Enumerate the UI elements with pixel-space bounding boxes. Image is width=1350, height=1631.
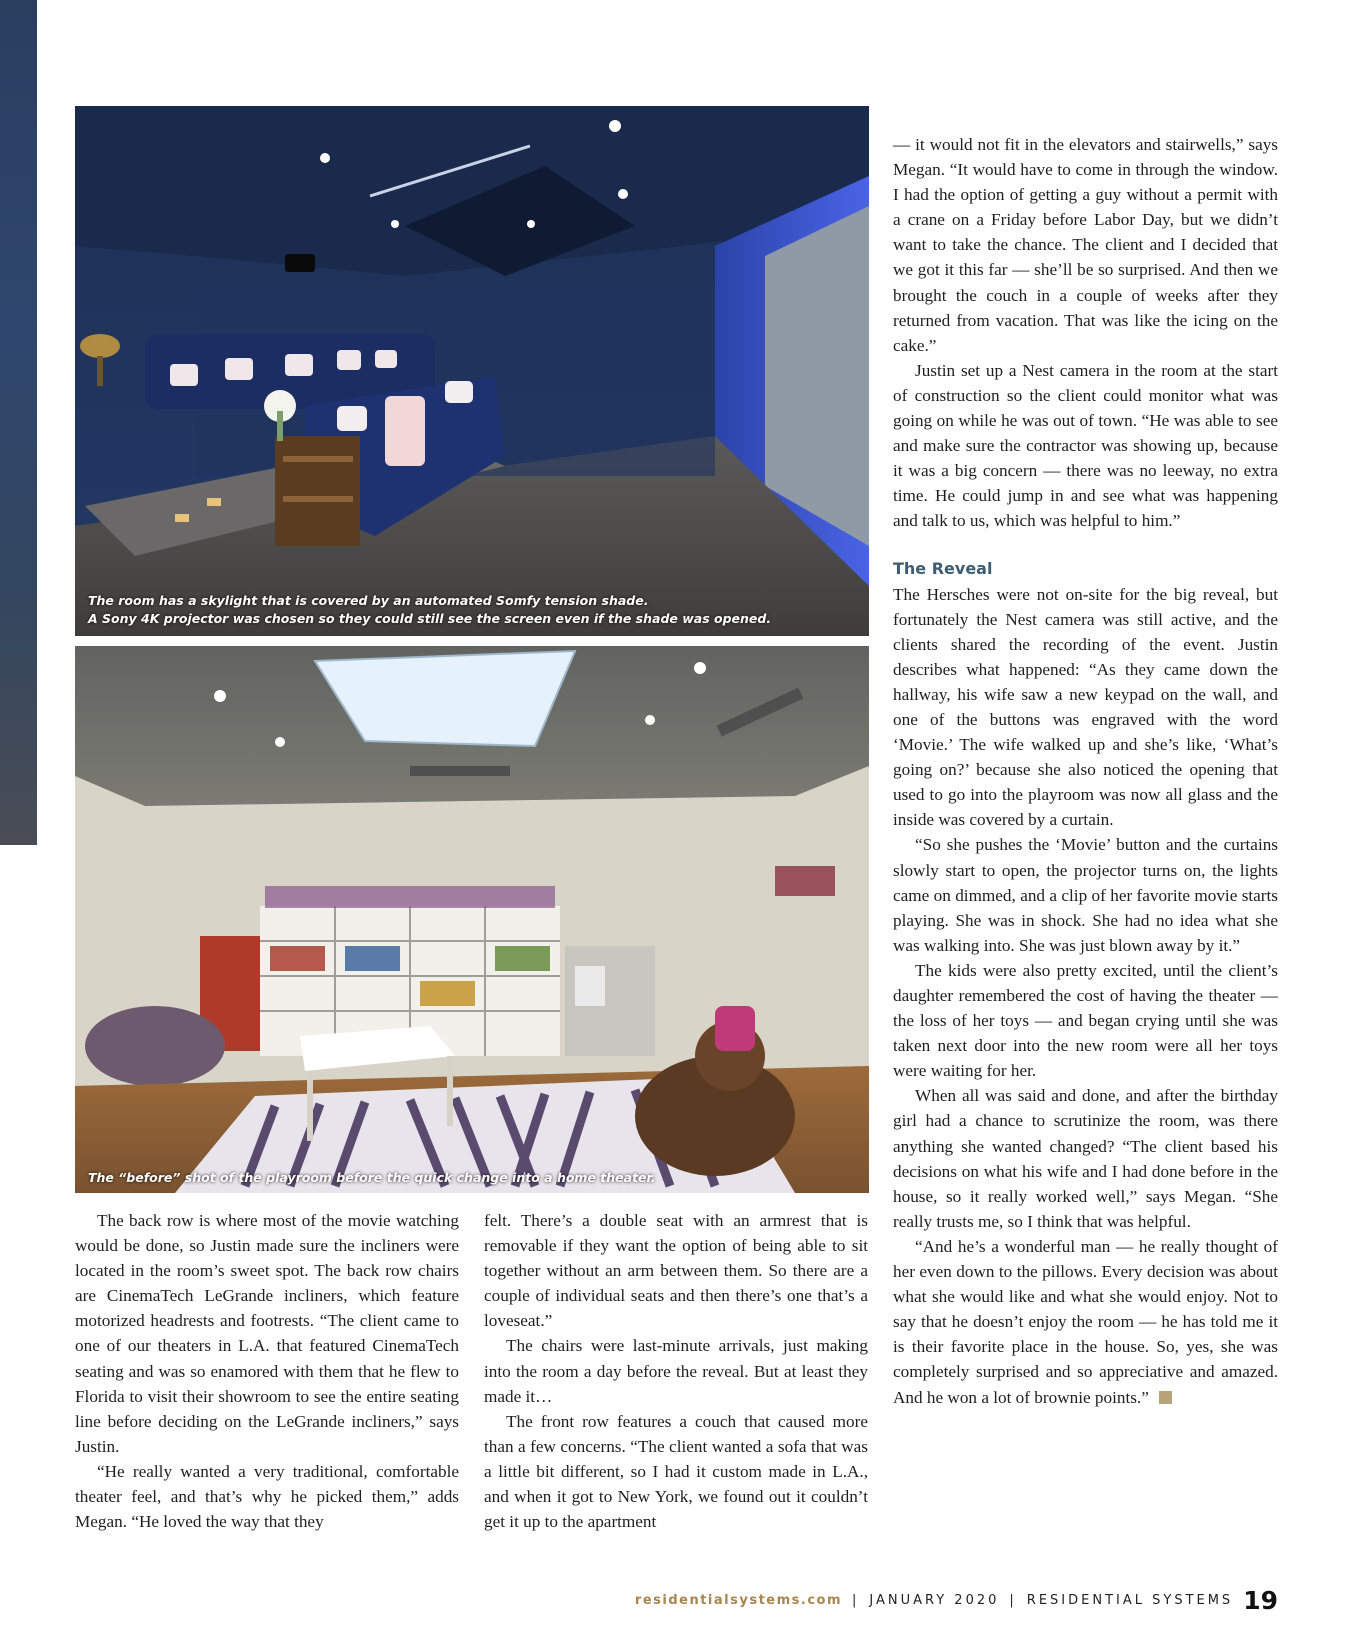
footer-issue-date: JANUARY 2020 (869, 1593, 1000, 1608)
article-column-1 (75, 1208, 459, 1534)
paragraph: The Hersches were not on-site for the big reveal, but fortunately the Nest camera was still active, and the clients shared the recording of the event. Justin describes what happened: “As they came down the hallway, his wife saw a new keypad on the wall, and one of the buttons was engraved with the word ‘Movie.’ The wife walked up and she’s like, ‘What’s going on?’ because she also noticed the opening that used to go into the playroom was now all glass and the inside was covered by a curtain. (893, 584, 1278, 830)
footer-separator: | (1009, 1593, 1017, 1608)
end-of-article-mark (1159, 1391, 1172, 1404)
theater-photo-illustration (75, 106, 869, 636)
adjacent-page-photo-edge (0, 0, 37, 845)
paragraph: The kids were also pretty excited, until the client’s daughter remembered the cost of having the theater — the loss of her toys — and began crying until she was taken next door into the new room were all her toys were waiting for her. (893, 960, 1278, 1081)
article-column-2 (484, 1208, 868, 1534)
paragraph: felt. There’s a double seat with an armrest that is removable if they want the option of being able to sit together without an arm between them. So there are a couple of individual seats and then there’s one that’s a loveseat.” (484, 1211, 868, 1331)
footer-publication: RESIDENTIAL SYSTEMS (1026, 1593, 1234, 1608)
page-footer (635, 1586, 1278, 1615)
playroom-photo (75, 646, 869, 1193)
paragraph: The chairs were last-minute arrivals, just making into the room a day before the reveal. But at least they made it… (484, 1336, 868, 1406)
theater-photo-caption (88, 592, 771, 628)
footer-site-url: residentialsystems.com (634, 1593, 843, 1608)
playroom-photo-caption (88, 1169, 656, 1187)
article-column-3 (893, 132, 1278, 1410)
paragraph: The front row features a couch that caused more than a few concerns. “The client wanted a sofa that was a little bit different, so I had it custom made in L.A., and when it got to New York, we found out it couldn’t get it up to the apartment (484, 1411, 868, 1532)
section-subhead: The Reveal (893, 558, 993, 578)
playroom-caption-text: The “before” shot of the playroom before the quick change into a home theater. (88, 1170, 656, 1185)
paragraph: The back row is where most of the movie watching would be done, so Justin made sure the incliners were located in the room’s sweet spot. The back row chairs are CinemaTech LeGrande incliners, which feature motorized headrests and footrests. “The client came to one of our theaters in L.A. that featured CinemaTech seating and was so enamored with them that he flew to Florida to visit their showroom to see the entire seating line before deciding on the LeGrande incliners,” says Justin. (75, 1211, 459, 1456)
paragraph: “So she pushes the ‘Movie’ button and the curtains slowly start to open, the projector turns on, the lights came on dimmed, and a clip of her favorite movie starts playing. She was in shock. She had no idea what she was walking into. She was just blown away by it.” (893, 835, 1278, 955)
paragraph-final (893, 1234, 1278, 1410)
paragraph: “He really wanted a very traditional, comfortable theater feel, and that’s why he picked them,” adds Megan. “He loved the way that they (75, 1461, 459, 1532)
theater-caption-line-2: A Sony 4K projector was chosen so they could still see the screen even if the shade was opened. (88, 611, 772, 626)
theater-caption-line-1: The room has a skylight that is covered by an automated Somfy tension shade. (88, 593, 649, 608)
theater-photo (75, 106, 869, 636)
footer-separator: | (852, 1593, 860, 1608)
paragraph: When all was said and done, and after the birthday girl had a chance to scrutinize the room, was there anything she wanted changed? “The client based his decisions on what his wife and I had done before in the house, so it really worked well,” says Megan. “She really trusts me, so I think that was helpful. (893, 1086, 1278, 1231)
paragraph: — it would not fit in the elevators and stairwells,” says Megan. “It would have to come in through the window. I had the option of getting a guy without a permit with a crane on a Friday before Labor Day, but we didn’t want to take the chance. The client and I decided that we got it this far — she’ll be so surprised. And then we brought the couch in a couple of weeks after they returned from vacation. That was like the icing on the cake.” (893, 135, 1278, 355)
playroom-photo-illustration (75, 646, 869, 1193)
page-number: 19 (1243, 1586, 1278, 1615)
paragraph: Justin set up a Nest camera in the room at the start of construction so the client could monitor what was going on while he was out of town. “He was able to see and make sure the contractor was showing up, because it was a big concern — there was no leeway, no extra time. He could jump in and see what was happening and talk to us, which was helpful to him.” (893, 360, 1278, 531)
paragraph-text: “And he’s a wonderful man — he really thought of her even down to the pillows. Every decision was about what she would like and what she would enjoy. Not to say that he doesn’t enjoy the room — he has told me it is their favorite place in the house. So, yes, she was completely surprised and so appreciative and amazed. And he won a lot of brownie points.” (893, 1236, 1278, 1407)
